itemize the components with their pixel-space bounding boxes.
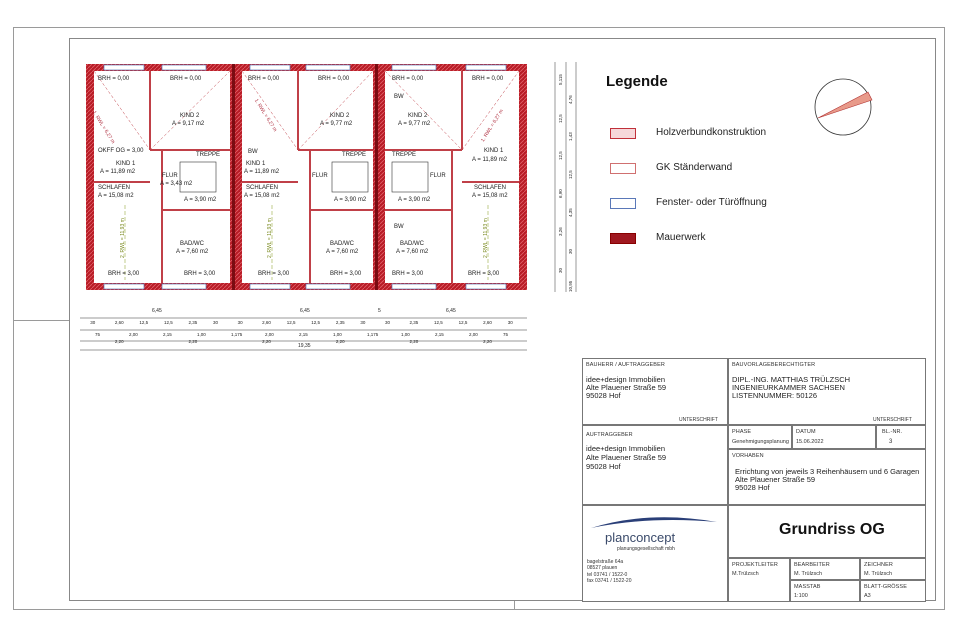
datum-header: DATUM [796,429,816,435]
dim-label: 75 [95,332,101,337]
dim-label: 6,45 [152,308,162,314]
bauvorlage-header: BAUVORLAGEBERECHTIGTER [732,362,816,368]
room-label: FLUR [162,173,178,179]
legend-label: GK Ständerwand [656,162,733,173]
masonry-symbol [610,233,636,244]
room-area: A = 7,60 m2 [396,249,429,255]
dim-label-vertical: 10,95 [568,280,573,292]
room-label: SCHLAFEN [474,185,507,191]
dim-label-vertical: 12,5 [558,151,563,161]
legend-label: Holzverbundkonstruktion [656,127,767,138]
dim-label-vertical: 6,90 [558,189,563,198]
phase-header: PHASE [732,429,752,435]
dim-label: 1,175 [367,332,379,337]
phase-cell [728,425,792,449]
logo-address: tel 03741 / 1522-0 [587,572,628,578]
auftraggeber-line: Alte Plauener Straße 59 [586,453,667,462]
legend-title: Legende [606,73,668,90]
brh-label: BRH = 3,00 [108,271,140,277]
roof-line-label: 1. RWL = 6,27 m [480,108,505,144]
blnr-header: BL.-NR. [882,429,903,435]
legend-label: Mauerwerk [656,232,706,243]
room-label: TREPPE [392,152,417,158]
dim-label: 2,20 [409,339,419,344]
dim-label: 2,35 [409,320,419,325]
dim-label: 2,15 [435,332,444,337]
brh-label: BRH = 3,00 [184,271,216,277]
bearbeiter-cell [790,558,860,580]
dim-label: 1,00 [333,332,342,337]
room-label: KIND 1 [246,161,266,167]
brh-label: BRH = 0,00 [472,76,504,82]
room-label: KIND 2 [180,113,200,119]
dim-label-vertical: 12,5 [558,113,563,123]
brh-label: BRH = 3,00 [258,271,290,277]
room-area: A = 9,77 m2 [320,121,353,127]
massstab-value: 1:100 [794,593,808,599]
dim-label: 30 [360,320,366,325]
room-label: BAD/WC [400,241,424,247]
dim-label: 12,5 [163,320,173,325]
bauherr-cell [582,358,728,425]
dim-label: 30 [384,320,390,325]
dim-label: 30 [90,320,96,325]
dim-label: 12,5 [434,320,443,325]
holzverbund-symbol [610,128,636,139]
dim-label: 1,00 [401,332,410,337]
room-area: A = 15,08 m2 [472,193,508,199]
room-area: A = 7,60 m2 [176,249,209,255]
logo-address: fax 03741 / 1522-20 [587,578,632,584]
bearbeiter-header: BEARBEITER [794,562,830,568]
brh-label: BRH = 3,00 [330,271,362,277]
room-area: A = 11,89 m2 [244,169,280,175]
dim-label: 2,20 [483,339,492,344]
room-area: A = 9,17 m2 [172,121,205,127]
room-label: BAD/WC [180,241,204,247]
vorhaben-line: Errichtung von jeweils 3 Reihenhäusern und 6 Garagen [735,467,920,476]
projektleiter-header: PROJEKTLEITER [732,562,778,568]
roof-line-label: 2. RWL = 11,93 m [120,218,126,258]
dim-label: 2,35 [188,320,198,325]
room-label: KIND 2 [408,113,428,119]
title-block [582,358,926,602]
datum-cell [792,425,876,449]
dim-label: 2,20 [188,339,198,344]
room-area: A = 11,89 m2 [472,157,508,163]
room-area: A = 15,08 m2 [98,193,134,199]
blatt-value: A3 [864,593,871,599]
dim-label: 2,00 [129,332,138,337]
dim-label-vertical: 1,43 [568,132,573,142]
bearbeiter-value: M. Trülzsch [794,571,823,577]
room-label: KIND 2 [330,113,350,119]
dim-label: 2,00 [265,332,274,337]
blnr-value: 3 [889,439,893,445]
bauherr-line: 95028 Hof [586,391,621,400]
dim-label: 6,45 [446,308,456,314]
opening-symbol [610,198,636,209]
auftraggeber-header: AUFTRAGGEBER [586,432,633,438]
room-area: A = 3,90 m2 [184,197,217,203]
room-label: BW [248,149,258,155]
dim-label: 2,60 [483,320,492,325]
auftraggeber-cell [582,425,728,505]
roof-line-label: 2. RWL = 11,93 m [483,218,489,258]
bauvorlage-cell [728,358,926,425]
dim-label: 2,15 [163,332,172,337]
blnr-cell [876,425,926,449]
room-label: BAD/WC [330,241,354,247]
dim-label: 12,5 [458,320,468,325]
projektleiter-value: M.Trülzsch [732,571,759,577]
dim-label: 2,20 [335,339,345,344]
room-area: A = 11,89 m2 [100,169,136,175]
gk-wall-symbol [610,163,636,174]
dim-label: 2,60 [114,320,124,325]
dim-label: 1,00 [197,332,206,337]
logo-subtitle: planungsgesellschaft mbh [617,546,675,552]
logo-cell [582,505,728,602]
room-label: TREPPE [196,152,221,158]
brh-label: BRH = 0,00 [318,76,350,82]
drawing-title: Grundriss OG [779,521,885,538]
dim-label: 30 [507,320,513,325]
massstab-header: MASSTAB [794,584,821,590]
datum-value: 15.06.2022 [796,439,824,445]
blatt-header: BLATT-GRÖSSE [864,584,907,590]
dim-label-vertical: 4,76 [568,94,573,104]
room-label: KIND 1 [484,148,504,154]
vorhaben-header: VORHABEN [732,453,764,459]
dim-label: 12,5 [139,320,149,325]
dim-label: 1,175 [231,332,243,337]
room-area: A = 3,90 m2 [398,197,431,203]
dim-label-vertical: 30 [558,268,563,274]
massstab-cell [790,580,860,602]
bauherr-line: Alte Plauener Straße 59 [586,383,667,392]
vorhaben-cell [728,449,926,505]
drawing-title-cell [728,505,926,558]
bauherr-line: idee+design Immobilien [586,375,666,384]
bauvorlage-line: LISTENNUMMER: 50126 [732,391,818,400]
brh-label: BRH = 0,00 [98,76,130,82]
dim-label-vertical: 5,115 [558,73,563,85]
phase-value: Genehmigungsplanung [732,439,789,445]
room-area: A = 3,90 m2 [334,197,367,203]
room-label: FLUR [430,173,446,179]
room-area: A = 7,60 m2 [326,249,359,255]
dim-label: 30 [213,320,219,325]
dim-label-vertical: 12,5 [568,170,573,179]
dim-label: 12,5 [286,320,296,325]
zeichner-value: M. Trülzsch [864,571,893,577]
bauvorlage-line: INGENIEURKAMMER SACHSEN [732,383,845,392]
dim-label: 2,20 [114,339,124,344]
room-label: KIND 1 [116,161,136,167]
dim-label: 2,60 [262,320,271,325]
dim-label-vertical: 4,35 [568,207,573,217]
room-label: SCHLAFEN [98,185,131,191]
dim-total: 19,35 [298,343,311,349]
zeichner-header: ZEICHNER [864,562,893,568]
room-label: BW [394,224,404,230]
vorhaben-line: Alte Plauener Straße 59 [735,475,816,484]
okff-label: OKFF OG = 3,00 [98,148,144,154]
auftraggeber-line: idee+design Immobilien [586,444,666,453]
dim-label: 2,15 [299,332,308,337]
room-label: SCHLAFEN [246,185,279,191]
signature-label: UNTERSCHRIFT [873,417,912,423]
logo-address: bagelstraße 64a [587,559,624,565]
brh-label: BRH = 0,00 [392,76,424,82]
planconcept-logo-swoosh [589,514,719,530]
room-area: A = 3,43 m2 [160,181,193,187]
blatt-cell [860,580,926,602]
room-label: FLUR [312,173,328,179]
vorhaben-line: 95028 Hof [735,483,770,492]
dim-label: 75 [503,332,509,337]
bauvorlage-line: DIPL.-ING. MATTHIAS TRÜLZSCH [732,375,851,384]
brh-label: BRH = 0,00 [170,76,202,82]
auftraggeber-line: 95028 Hof [586,462,621,471]
dim-label: 2,20 [262,339,271,344]
dim-label: 2,35 [335,320,345,325]
zeichner-cell [860,558,926,580]
dim-label: 2,00 [469,332,478,337]
roof-line-label: 1. RWL = 6,27 m [90,110,116,145]
room-label: TREPPE [342,152,367,158]
dim-label-vertical: 30 [568,249,573,255]
room-area: A = 9,77 m2 [398,121,431,127]
legend-label: Fenster- oder Türöffnung [656,197,767,208]
brh-label: BRH = 0,00 [248,76,280,82]
dim-label: 5 [378,308,381,314]
roof-line-label: 2. RWL = 11,93 m [267,218,273,258]
logo-address: 08527 plauen [587,565,618,571]
bauherr-header: BAUHERR / AUFTRAGGEBER [586,362,665,368]
projektleiter-cell [728,558,790,602]
room-label: BW [394,94,404,100]
dim-label-vertical: 3,26 [558,226,563,236]
dim-label: 12,5 [311,320,321,325]
dim-label: 30 [237,320,243,325]
roof-line-label: 1. RWL = 6,27 m [252,98,278,133]
room-area: A = 15,08 m2 [244,193,280,199]
signature-label: UNTERSCHRIFT [679,417,718,423]
brh-label: BRH = 3,00 [392,271,424,277]
brh-label: BRH = 3,00 [468,271,500,277]
dim-label: 6,45 [300,308,310,314]
logo-text: planconcept [605,530,676,545]
